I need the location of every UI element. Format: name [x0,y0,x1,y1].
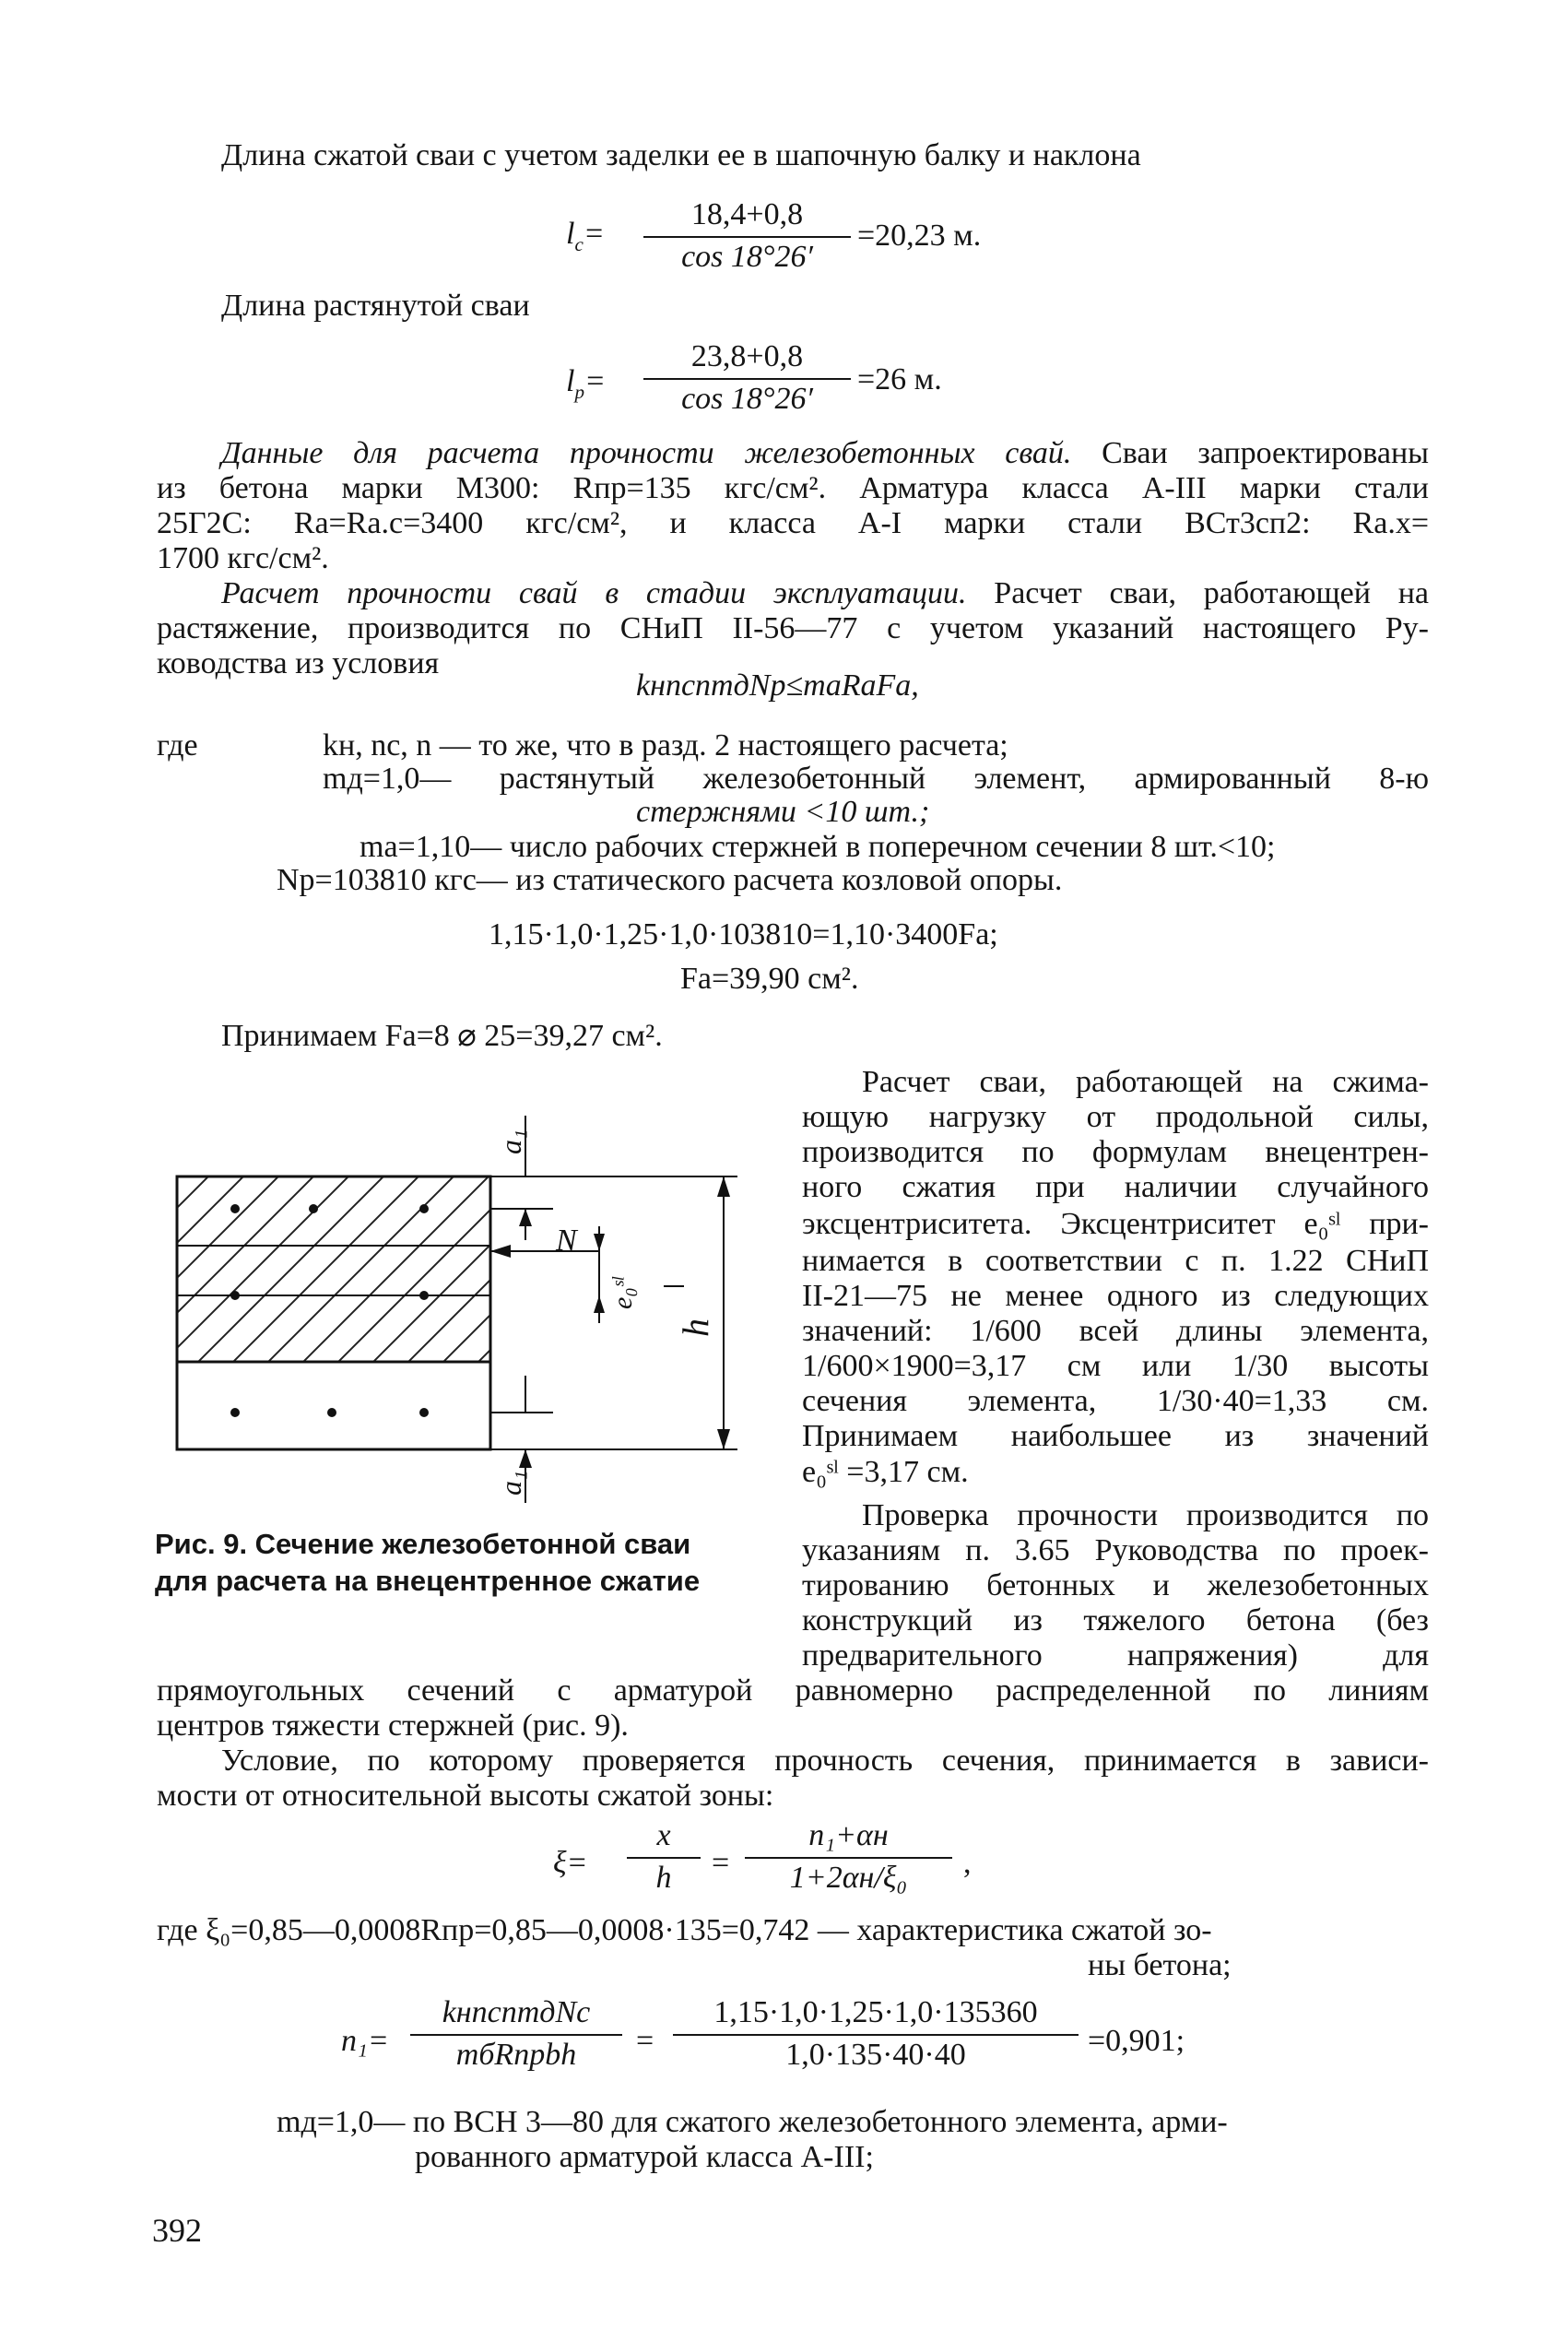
paragraph-line: 1700 кгс/см². [157,541,329,575]
equation: Fа=39,90 см². [680,962,859,996]
formula-punct: , [963,1846,972,1880]
column-line: предварительного напряжения) для [802,1638,1429,1673]
denominator: mбRпрbh [455,2038,577,2072]
formula-rhs: =20,23 м. [857,219,982,253]
paragraph-line: растяжение, производится по СНиП II-56—77 с учетом указаний настоящего Ру- [157,611,1429,645]
fraction-bar [627,1857,701,1859]
where-item: mд=1,0— растянутый железобетонный элемент, армированный 8-ю [323,762,1429,796]
column-line: II-21—75 не менее одного из следующих [802,1279,1429,1313]
label-a1-top: a₁ [494,1129,527,1154]
formula-lhs: $l_c=$ [566,217,605,255]
column-line: ющую нагрузку от продольной силы, [802,1100,1429,1134]
figure-caption: для расчета на внецентренное сжатие [155,1565,701,1597]
column-line: указаниям п. 3.65 Руководства по проек- [802,1533,1429,1567]
column-line: Расчет сваи, работающей на сжима- [862,1065,1429,1099]
rebar-dot [309,1204,318,1213]
column-line: ного сжатия при наличии случайного [802,1170,1429,1204]
fraction [643,197,851,280]
column-line: значений: 1/600 всей длины элемента, [802,1314,1429,1348]
where-line: где ξ₀=0,85—0,0008Rпр=0,85—0,0008·135=0,742 — характеристика сжатой зо- [157,1913,1212,1947]
formula-rhs: =0,901; [1088,2024,1185,2058]
where-item: kн, nс, n — то же, что в разд. 2 настоящего расчета; [323,728,1008,763]
column-line: конструкций из тяжелого бетона (без [802,1603,1429,1638]
rebar-dot [419,1408,429,1417]
numerator: x [656,1818,671,1852]
paragraph-line: Условие, по которому проверяется прочность сечения, принимается в зависи- [221,1744,1429,1778]
numerator: kнnсnmдNс [442,1995,591,2029]
fraction [627,1818,701,1901]
rebar-dot [327,1408,336,1417]
paragraph-line: прямоугольных сечений с арматурой равномерно распределенной по линиям [157,1673,1429,1708]
where-item: Nр=103810 кгс— из статического расчета козловой опоры. [277,863,1063,897]
text-line: Длина сжатой сваи с учетом заделки ее в шапочную балку и наклона [221,138,1141,172]
rebar-dot [230,1408,240,1417]
where-item: mа=1,10— число рабочих стержней в поперечном сечении 8 шт.<10; [360,830,1276,864]
denominator: cos 18°26′ [681,382,813,416]
column-line: тированию бетонных и железобетонных [802,1568,1429,1602]
where-item: стержнями <10 шт.; [636,795,930,829]
text-line: Длина растянутой сваи [221,289,530,323]
numerator: n₁+αн [808,1818,889,1852]
formula-lhs: ξ= [553,1846,588,1880]
numerator: 18,4+0,8 [690,197,804,231]
where-line: ны бетона; [1088,1948,1232,1982]
paragraph-line: центров тяжести стержней (рис. 9). [157,1708,629,1743]
column-line: Принимаем наибольшее из значений [802,1419,1429,1453]
formula-lhs: $l_р=$ [566,364,606,403]
column-line: e₀ˢˡ =3,17 см. [802,1455,969,1489]
label-h: h [675,1318,716,1337]
fraction [673,1995,1079,2078]
denominator: cos 18°26′ [681,240,813,274]
fraction [410,1995,622,2078]
fraction-bar [410,2034,622,2036]
condition-formula: kнnсnmдNр≤mаRаFа, [636,668,919,703]
paragraph-line: мости от относительной высоты сжатой зоны: [157,1779,774,1813]
label-e0: e₀ˢˡ [607,1277,638,1309]
paragraph-line: Расчет прочности свай в стадии эксплуатации. Расчет сваи, работающей на [221,576,1430,610]
label-N: N [556,1224,577,1258]
column-line: 1/600×1900=3,17 см или 1/30 высоты [802,1349,1429,1383]
denominator: 1+2αн/ξ₀ [789,1861,908,1895]
pile-section-figure [147,1097,774,1521]
fraction-bar [745,1857,952,1859]
rebar-dot [419,1204,429,1213]
figure-caption: Рис. 9. Сечение железобетонной сваи [155,1528,691,1560]
fraction-bar [643,378,851,380]
rebar-dot [230,1204,240,1213]
paragraph-line: Данные для расчета прочности железобетонных свай. Сваи запроектированы [221,436,1430,470]
paragraph-line: 25Г2С: Rа=Rа.с=3400 кгс/см², и класса А-I марки стали ВСт3сп2: Rа.х= [157,506,1429,540]
column-line: Проверка прочности производится по [862,1498,1429,1532]
accept-line: Принимаем Fа=8 ⌀ 25=39,27 см². [221,1019,663,1053]
page-number: 392 [152,2212,202,2249]
denominator: 1,0·135·40·40 [785,2038,966,2072]
text-line: рованного арматурой класса А-III; [415,2140,874,2174]
compressed-zone-hatch [177,1176,490,1361]
fraction [745,1818,952,1901]
column-line: сечения элемента, 1/30·40=1,33 см. [802,1384,1429,1418]
force-arrow [490,1245,511,1258]
label-a1-bottom: a₁ [494,1470,527,1496]
numerator: 1,15·1,0·1,25·1,0·135360 [713,1995,1038,2029]
formula-rhs: =26 м. [857,362,942,396]
fraction-bar [643,236,851,238]
equation: 1,15·1,0·1,25·1,0·103810=1,10·3400Fа; [489,917,998,952]
column-line: нимается в соответствии с п. 1.22 СНиП [802,1244,1429,1278]
fraction [643,339,851,422]
where-label: где [157,728,198,763]
equals-sign: = [636,2024,654,2058]
formula-lhs: n₁= [341,2024,389,2058]
fraction-bar [673,2034,1079,2036]
numerator: 23,8+0,8 [690,339,804,373]
rebar-dot [419,1291,429,1300]
rebar-dot [230,1291,240,1300]
paragraph-line: ководства из условия [157,646,440,680]
text-line: mд=1,0— по ВСН 3—80 для сжатого железобетонного элемента, арми- [277,2105,1228,2139]
denominator: h [655,1861,672,1895]
paragraph-line: из бетона марки М300: Rпр=135 кгс/см². Арматура класса А-III марки стали [157,471,1429,505]
equals-sign: = [712,1846,730,1880]
column-line: эксцентриситета. Эксцентриситет e₀ˢˡ при- [802,1207,1429,1241]
column-line: производится по формулам внецентрен- [802,1135,1429,1169]
